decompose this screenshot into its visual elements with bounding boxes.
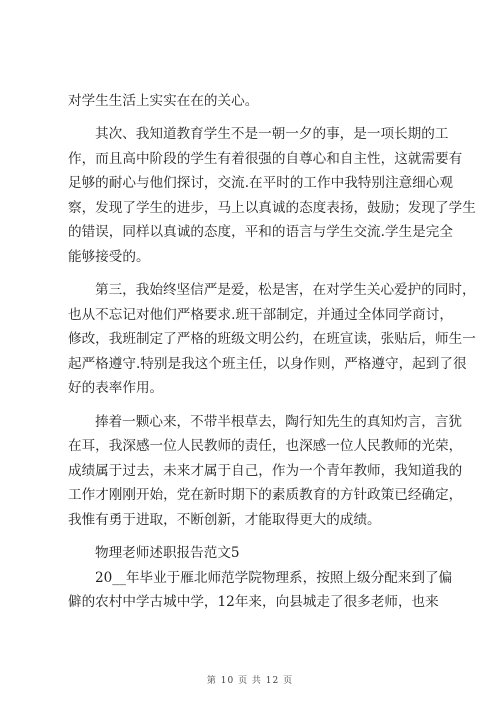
- paragraph-line: 捧着一颗心来，不带半根草去，陶行知先生的真知灼言，言犹: [95, 414, 463, 430]
- paragraph-line: 对学生生活上实实在在的关心。: [68, 93, 259, 109]
- paragraph-line: 的错误，同样以真诚的态度，平和的语言与学生交流.学生是完全: [68, 224, 453, 240]
- section-heading: 物理老师述职报告范文5: [95, 545, 240, 561]
- paragraph-line: 察，发现了学生的进步，马上以真诚的态度表扬，鼓励；发现了学生: [68, 200, 476, 216]
- paragraph-line: 起严格遵守.特别是我这个班主任，以身作则，严格遵守，起到了很: [68, 356, 467, 372]
- page-footer: 第 10 页 共 12 页: [206, 676, 294, 686]
- paragraph-line: 我惟有勇于进取，不断创新，才能取得更大的成绩。: [68, 512, 381, 528]
- paragraph-line: 成绩属于过去，未来才属于自己，作为一个青年教师，我知道我的: [68, 463, 463, 479]
- paragraph-line: 20__年毕业于雁北师范学院物理系，按照上级分配来到了偏: [95, 570, 453, 586]
- paragraph-line: 工作才刚刚开始，党在新时期下的素质教育的方针政策已经确定，: [68, 487, 463, 503]
- paragraph-line: 能够接受的。: [68, 249, 150, 265]
- paragraph-line: 在耳，我深感一位人民教师的责任，也深感一位人民教师的光荣，: [68, 438, 463, 454]
- paragraph-line: 足够的耐心与他们探讨，交流.在平时的工作中我特别注意细心观: [68, 175, 453, 191]
- paragraph-line: 好的表率作用。: [68, 380, 164, 396]
- paragraph-line: 也从不忘记对他们严格要求.班干部制定，并通过全体同学商讨，: [68, 307, 453, 323]
- paragraph-line: 僻的农村中学古城中学，12年来，向县城走了很多老师，也来: [68, 594, 439, 610]
- paragraph-line: 第三，我始终坚信严是爱，松是害，在对学生关心爱护的同时，: [95, 282, 476, 298]
- paragraph-line: 修改，我班制定了严格的班级文明公约，在班宣读，张贴后，师生一: [68, 331, 476, 347]
- paragraph-line: 其次、我知道教育学生不是一朝一夕的事，是一项长期的工: [95, 126, 449, 142]
- paragraph-line: 作，而且高中阶段的学生有着很强的自尊心和自主性，这就需要有: [68, 151, 463, 167]
